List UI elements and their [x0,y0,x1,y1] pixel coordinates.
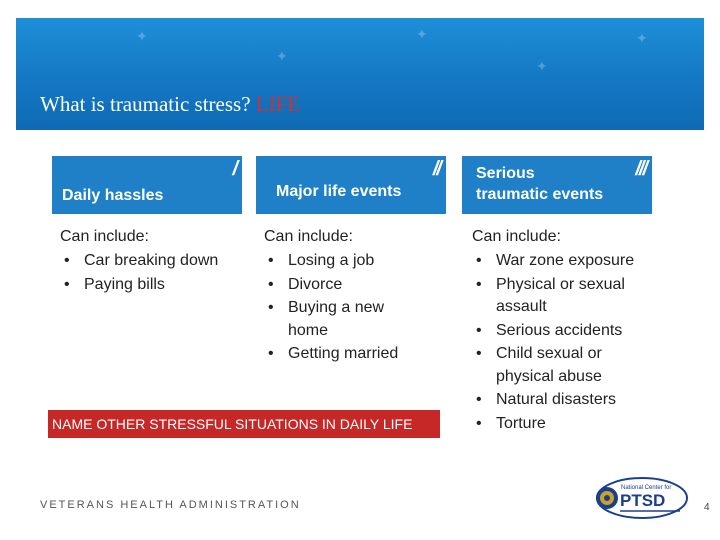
list-lead: Can include: [264,228,353,245]
lightning-icon: // [432,158,440,180]
major-life-events-title: Major life events [276,183,402,200]
list-item: • Car breaking down [60,250,240,273]
slide-title-accent: LIFE [255,92,301,116]
list-item: • Buying a new home [268,299,385,339]
bullet-icon: • [268,275,274,293]
page-number: 4 [704,502,710,513]
serious-traumatic-title-line2: traumatic events [476,186,604,203]
daily-hassles-header [52,156,242,214]
logo-small-text: National Center for [621,485,672,491]
list-lead: Can include: [472,228,561,245]
serious-traumatic-events-header [462,156,652,214]
list-item: • Divorce [264,274,444,297]
list-item: • Natural disasters [472,389,672,412]
ptsd-logo [590,476,688,520]
bullet-icon: • [476,345,482,362]
major-life-events-list [264,226,444,367]
logo-main-text: PTSD [620,491,666,510]
bullet-icon: • [476,252,482,269]
lightning-icon: /// [635,158,646,180]
bullet-icon: • [476,414,482,432]
bullet-icon: • [268,345,274,362]
bullet-icon: • [64,275,70,293]
title-banner: ✦ ✦ ✦ ✦ ✦ [16,18,704,130]
list-item: • War zone exposure [472,250,672,273]
slide-title-text: What is traumatic stress? [40,92,256,116]
serious-traumatic-events-list [472,226,672,436]
bullet-icon: • [268,299,274,316]
bullet-icon: • [268,252,274,269]
bullet-icon: • [476,391,482,408]
daily-hassles-title: Daily hassles [62,187,164,204]
footer-organization: VETERANS HEALTH ADMINISTRATION [40,499,301,511]
major-life-events-header [256,156,446,214]
list-item: • Child sexual or physical abuse [476,345,602,385]
list-item: • Paying bills [60,274,240,297]
bullet-icon: • [476,321,482,339]
discussion-prompt-banner: NAME OTHER STRESSFUL SITUATIONS IN DAILY LIFE [48,410,440,438]
list-item: • Serious accidents [472,320,672,343]
lightning-icon: / [232,158,236,180]
list-item: • Physical or sexual assault [476,275,625,315]
daily-hassles-list [60,226,240,297]
serious-traumatic-title-line1: Serious [476,165,535,182]
bullet-icon: • [476,275,482,293]
bullet-icon: • [64,252,70,269]
list-item: • Losing a job [264,250,444,273]
list-item: • Torture [472,413,672,436]
slide-title [40,92,300,117]
list-lead: Can include: [60,228,149,245]
list-item: • Getting married [264,343,444,366]
